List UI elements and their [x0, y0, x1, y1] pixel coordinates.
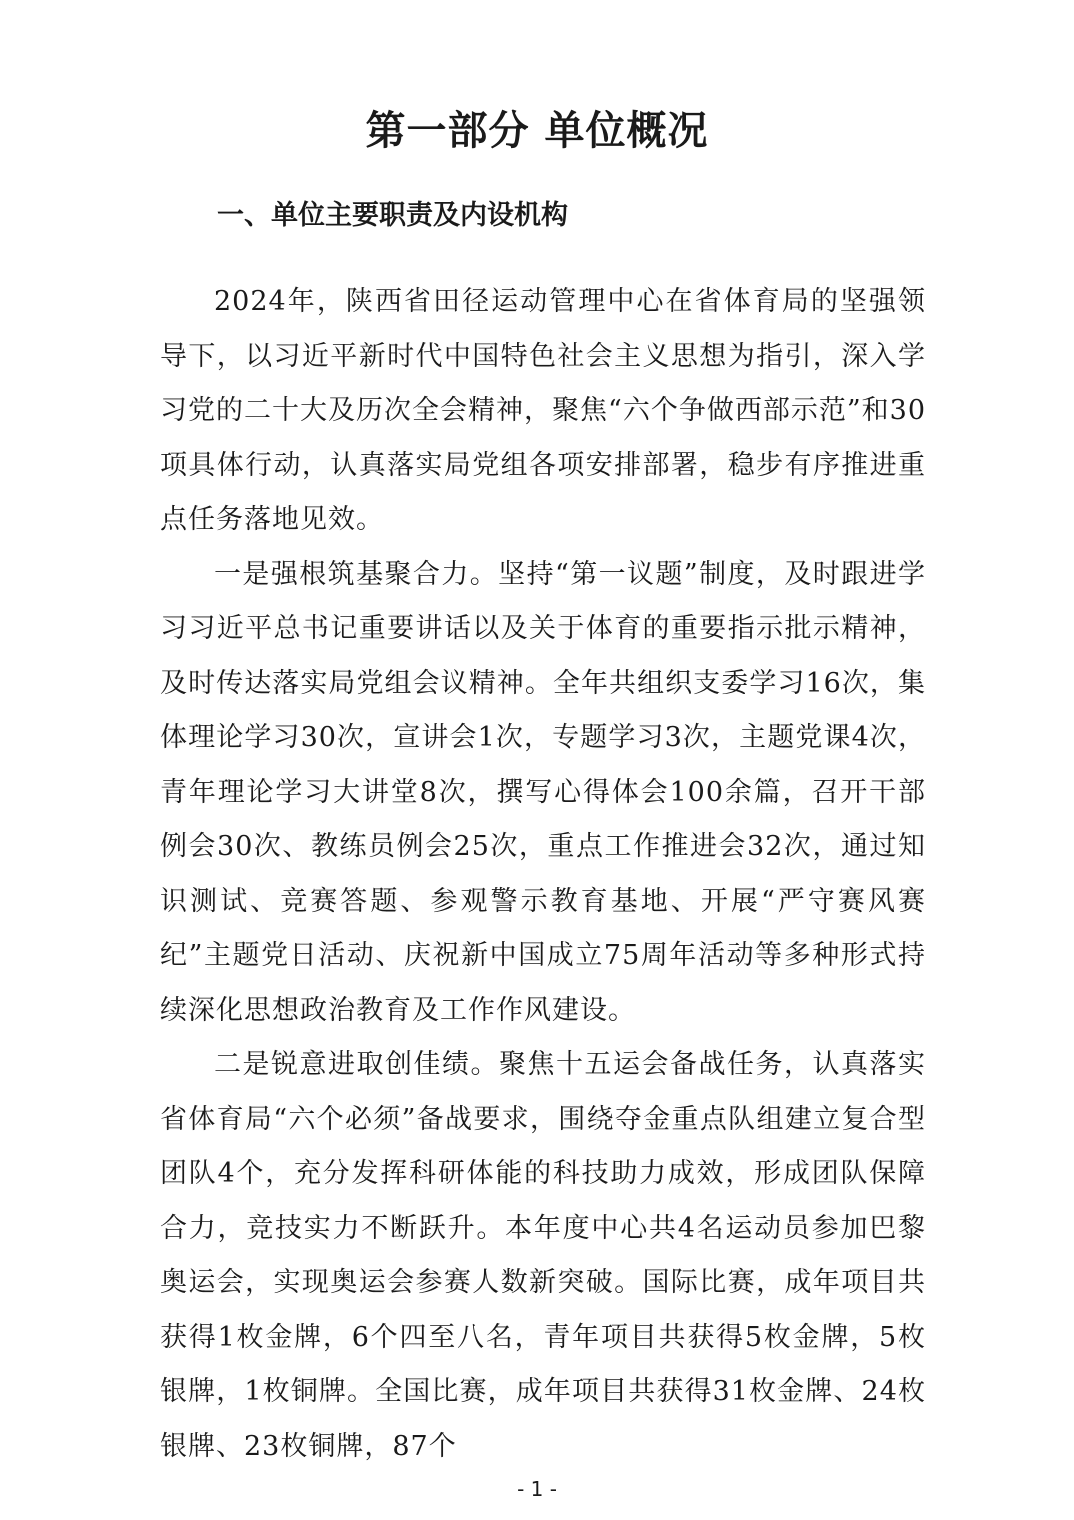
paragraph-intro: 2024年，陕西省田径运动管理中心在省体育局的坚强领导下，以习近平新时代中国特色社会主义思想为指引，深入学习党的二十大及历次全会精神，聚焦“六个争做西部示范”和30项具体行动，认真落实局党组各项安排部署，稳步有序推进重点任务落地见效。: [160, 286, 926, 535]
page-title: 第一部分 单位概况: [365, 108, 709, 154]
paragraph-achievements: 二是锐意进取创佳绩。聚焦十五运会备战任务，认真落实省体育局“六个必须”备战要求，围绕夺金重点队组建立复合型团队4个，充分发挥科研体能的科技助力成效，形成团队保障合力，竞技实力不断跃升。本年度中心共4名运动员参加巴黎奥运会，实现奥运会参赛人数新突破。国际比赛，成年项目共获得1枚金牌，6个四至八名，青年项目共获得5枚金牌，5枚银牌，1枚铜牌。全国比赛，成年项目共获得31枚金牌、24枚银牌、23枚铜牌，87个: [160, 1049, 926, 1462]
page-number: - 1 -: [517, 1477, 557, 1501]
paragraph-party-building: 一是强根筑基聚合力。坚持“第一议题”制度，及时跟进学习习近平总书记重要讲话以及关于体育的重要指示批示精神，及时传达落实局党组会议精神。全年共组织支委学习16次，集体理论学习30次，宣讲会1次，专题学习3次，主题党课4次，青年理论学习大讲堂8次，撰写心得体会100余篇，召开干部例会30次、教练员例会25次，重点工作推进会32次，通过知识测试、竞赛答题、参观警示教育基地、开展“严守赛风赛纪”主题党日活动、庆祝新中国成立75周年活动等多种形式持续深化思想政治教育及工作作风建设。: [160, 558, 926, 1026]
document-body: [160, 275, 926, 1474]
section-heading: 一、单位主要职责及内设机构: [217, 200, 568, 231]
